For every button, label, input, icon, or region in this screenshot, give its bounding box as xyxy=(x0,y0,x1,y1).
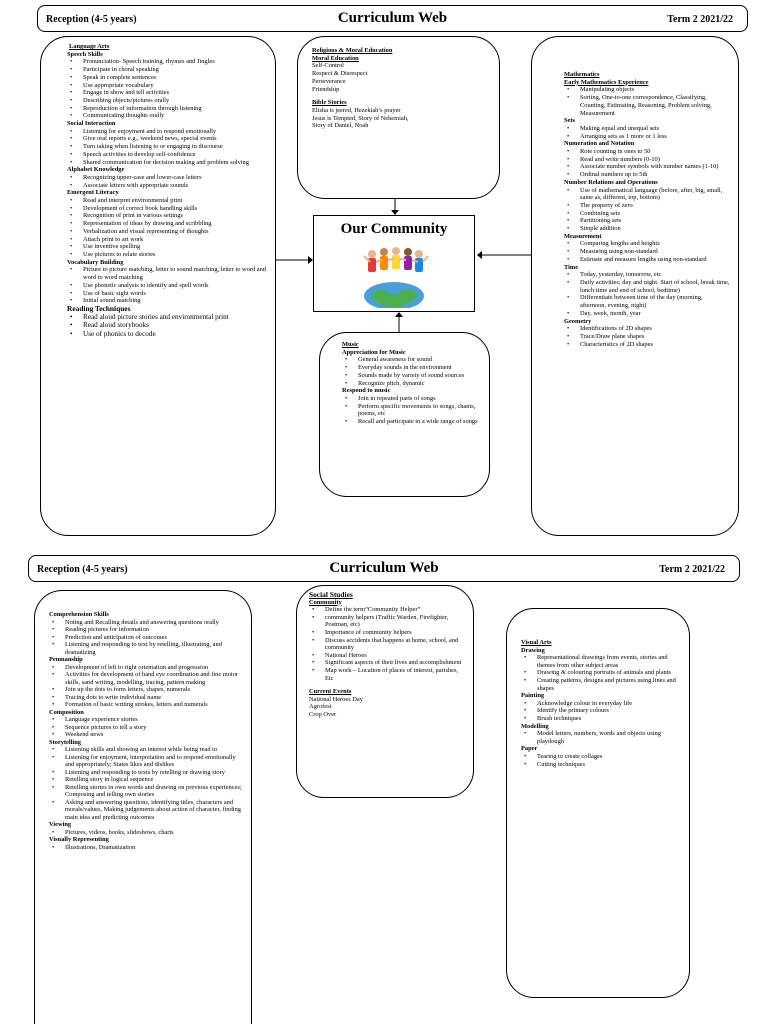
mathematics-box xyxy=(531,36,739,536)
emergent-literacy-list xyxy=(67,197,267,259)
social-interaction-list xyxy=(67,128,267,167)
sets-heading: Sets xyxy=(564,117,576,125)
list-item: • Listening for enjoyment and to respond emotionally xyxy=(83,128,267,136)
list-item: • Associate letters with appropriate sounds xyxy=(83,182,267,190)
viewing-list xyxy=(49,829,245,837)
list-item: • Representational drawings from events, stories and themes from other subject areas xyxy=(537,654,681,669)
list-item: • Comparing lengths and heights xyxy=(580,240,730,248)
list-item: • Discuss accidents that happens at home, school, and community xyxy=(325,637,467,652)
music-appreciation-list xyxy=(342,356,481,387)
geometry-list xyxy=(564,325,730,348)
paper-list xyxy=(521,753,681,768)
list-item: • Use appropriate vocabulary xyxy=(83,82,267,90)
list-item: • Combining sets xyxy=(580,210,730,218)
list-item: • Listening and responding to text by retelling, illustrating, and dramatizing xyxy=(65,641,245,656)
list-item: • Measuring using non-standard xyxy=(580,248,730,256)
list-item: • Retelling stories in own words and drawing on previous experiences; Composing and telling own stories xyxy=(65,784,245,799)
numeration-list xyxy=(564,148,730,179)
list-item: • Read and interpret environmental print xyxy=(83,197,267,205)
list-item: • Model letters, numbers, words and objects using playdough xyxy=(537,730,681,745)
vocabulary-building-list xyxy=(67,266,267,305)
header-title: Curriculum Web xyxy=(337,10,448,26)
list-item: • Read aloud picture stories and environmental print xyxy=(83,313,267,322)
list-item: • Activities for development of hand eye coordination and fine motor skills, sand writing, modelling, tracing, pattern making xyxy=(65,671,245,686)
list-item: • Acknowledge colour in everyday life xyxy=(537,700,681,708)
moral-item: Perseverance xyxy=(312,77,346,85)
alphabet-knowledge-list xyxy=(67,174,267,189)
list-item: • Communicating thoughts orally xyxy=(83,112,267,120)
current-event-item: Agrofest xyxy=(309,703,332,711)
social-interaction-heading: Social Interaction xyxy=(67,120,116,128)
list-item: • Listening and responding to texts by retelling or drawing story xyxy=(65,769,245,777)
list-item: • Turn taking when listening to or engaging in discourse xyxy=(83,143,267,151)
list-item: • Verbalization and visual representing of thoughts xyxy=(83,228,267,236)
list-item: • Arranging sets as 1 more or 1 less xyxy=(580,133,730,141)
social-studies-box xyxy=(296,585,474,798)
list-item: • Use pictures to relate stories xyxy=(83,251,267,259)
header-title: Curriculum Web xyxy=(329,560,439,576)
visually-representing-list xyxy=(49,844,245,852)
list-item: • Define the term“Community Helper” xyxy=(325,606,467,614)
penmanship-list xyxy=(49,664,245,709)
list-item: • Engage in show and tell activities xyxy=(83,89,267,97)
list-item: • General awareness for sound xyxy=(358,356,481,364)
painting-heading: Painting xyxy=(521,692,545,700)
current-event-item: National Heroes Day xyxy=(309,695,363,703)
drawing-heading: Drawing xyxy=(521,646,545,654)
list-item: • Rote counting in ones to 50 xyxy=(580,148,730,156)
list-item: • Reading pictures for information xyxy=(65,626,245,634)
children-icon xyxy=(364,247,428,272)
time-heading: Time xyxy=(564,263,579,271)
list-item: • Shared communication for decision making and problem solving xyxy=(83,159,267,167)
list-item: • Development of correct book handling skills xyxy=(83,205,267,213)
list-item: • Join in repeated parts of songs xyxy=(358,395,481,403)
reading-techniques-heading: Reading Techniques xyxy=(67,303,131,313)
list-item: • Perform specific movements to songs, chants, poems, etc xyxy=(358,403,481,418)
paper-heading: Paper xyxy=(521,745,538,753)
arrow-down-to-center xyxy=(390,198,400,216)
list-item: • Day, week, month, year xyxy=(580,310,730,318)
bible-item: Elisha is jeered, Hezekiah’s prayer xyxy=(312,106,401,114)
drawing-list xyxy=(521,654,681,692)
list-item: • Associate number symbols with number names (1-10) xyxy=(580,163,730,171)
arrow-left-to-language xyxy=(275,255,315,265)
storytelling-heading: Storytelling xyxy=(49,738,81,746)
center-theme-box xyxy=(313,215,475,312)
header-grade-label: Reception (4-5 years) xyxy=(46,14,137,25)
list-item: • Daily activities; day and night. Start of school, break time, lunch time and end of school, bedtime) xyxy=(580,279,730,294)
religious-education-title: Religious & Moral Education xyxy=(312,47,393,54)
moral-item: Respect & Disrespect xyxy=(312,70,368,78)
list-item: • Significant aspects of their lives and accomplishment xyxy=(325,659,467,667)
list-item: • Importance of community helpers xyxy=(325,629,467,637)
speech-skills-heading: Speech Skills xyxy=(67,50,103,58)
list-item: • Use of mathematical language (before, after, big, small, same as, different, top, bottom) xyxy=(580,187,730,202)
painting-list xyxy=(521,700,681,723)
storytelling-list xyxy=(49,746,245,821)
music-box xyxy=(319,332,490,497)
list-item: • Use phonetic analysis to identify and spell words xyxy=(83,282,267,290)
list-item: • Language experience stories xyxy=(65,716,245,724)
list-item: • Reproduction of information through listening xyxy=(83,105,267,113)
viewing-heading: Viewing xyxy=(49,821,72,828)
list-item: • Formation of basic writing strokes, letters and numerals xyxy=(65,701,245,709)
list-item: • Tearing to create collages xyxy=(537,753,681,761)
list-item: • Pronunciation- Speech training, rhymes and Jingles xyxy=(83,58,267,66)
list-item: • Partitioning sets xyxy=(580,217,730,225)
early-math-list xyxy=(564,86,730,117)
social-studies-title: Social Studies xyxy=(309,590,353,599)
comprehension-heading: Comprehension Skills xyxy=(49,611,109,618)
list-item: • Picture to picture matching, letter to sound matching, letter to word and word to word matching xyxy=(83,266,267,281)
list-item: • The property of zero xyxy=(580,202,730,210)
religious-education-box xyxy=(297,36,500,199)
list-item: • Retelling story in logical sequence xyxy=(65,776,245,784)
list-item: • Prediction and anticipation of outcomes xyxy=(65,634,245,642)
list-item: • Representation of ideas by drawing and scribbling xyxy=(83,220,267,228)
list-item: • Attach print to art work xyxy=(83,236,267,244)
list-item: • community helpers (Traffic Warden, Firefighter, Postman, etc) xyxy=(325,614,467,629)
composition-heading: Composition xyxy=(49,708,84,716)
header-grade-label: Reception (4-5 years) xyxy=(37,564,128,575)
comprehension-list xyxy=(49,619,245,657)
list-item: • Simple addition xyxy=(580,225,730,233)
list-item: • Describing objects/pictures orally xyxy=(83,97,267,105)
visual-arts-title: Visual Arts xyxy=(521,639,552,646)
measurement-heading: Measurement xyxy=(564,232,602,240)
music-respond-list xyxy=(342,395,481,426)
list-item: • Participate in choral speaking xyxy=(83,66,267,74)
list-item: • Illustrations, Dramatization xyxy=(65,844,245,852)
list-item: • National Heroes xyxy=(325,652,467,660)
language-arts-box xyxy=(40,36,276,536)
list-item: • Use of basic sight words xyxy=(83,290,267,298)
alphabet-knowledge-heading: Alphabet Knowledge xyxy=(67,166,125,174)
list-item: • Estimate and measure lengths using non-standard xyxy=(580,256,730,264)
list-item: • Speech activities to develop self-confidence xyxy=(83,151,267,159)
visually-representing-heading: Visually Representing xyxy=(49,836,109,843)
community-list xyxy=(309,606,467,682)
emergent-literacy-heading: Emergent Literacy xyxy=(67,189,119,197)
list-item: • Sorting, One-to-one correspondence, Classifying, Counting, Estimating, Reasoning, Problem solving, Measurement xyxy=(580,94,730,117)
list-item: • Brush techniques xyxy=(537,715,681,723)
music-title: Music xyxy=(342,341,359,348)
list-item: • Asking and answering questions, identifying titles, characters and morals/values, Making judgements about action of character, finding main idea and predicting outcomes xyxy=(65,799,245,822)
list-item: • Creating patterns, designs and pictures using lines and shapes xyxy=(537,677,681,692)
community-heading: Community xyxy=(309,598,342,606)
music-appreciation-heading: Appreciation for Music xyxy=(342,348,406,356)
list-item: • Tracing dots to write individual name xyxy=(65,694,245,702)
list-item: • Drawing & colouring portraits of animals and plants xyxy=(537,669,681,677)
penmanship-heading: Penmanship xyxy=(49,656,83,663)
list-item: • Listening for enjoyment, interpretation and to respond emotionally and appropriately; States likes and dislikes xyxy=(65,754,245,769)
list-item: • Initial sound matching xyxy=(83,297,267,305)
page2-header xyxy=(28,555,740,582)
modelling-list xyxy=(521,730,681,745)
numeration-heading: Numeration and Notation xyxy=(564,140,635,148)
list-item: • Identifications of 2D shapes xyxy=(580,325,730,333)
list-item: • Read aloud storybooks xyxy=(83,321,267,330)
list-item: • Recognize pitch, dynamic xyxy=(358,380,481,388)
list-item: • Join up the dots to form letters, shapes, numerals xyxy=(65,686,245,694)
language-continued-box xyxy=(34,590,252,1024)
bible-item: Jesus is Tempted, Story of Nehemiah, xyxy=(312,114,409,122)
early-math-heading: Early Mathematics Experience xyxy=(564,78,649,86)
visual-arts-box xyxy=(506,608,690,998)
list-item: • Map work – Location of places of interest, parishes, Etc xyxy=(325,667,467,682)
modelling-heading: Modelling xyxy=(521,722,549,730)
list-item: • Use inventive spelling xyxy=(83,243,267,251)
list-item: • Today, yesterday, tomorrow, etc xyxy=(580,271,730,279)
number-relations-list xyxy=(564,187,730,233)
measurement-list xyxy=(564,240,730,263)
list-item: • Weekend news xyxy=(65,731,245,739)
list-item: • Everyday sounds in the environment xyxy=(358,364,481,372)
list-item: • Trace/Draw plane shapes xyxy=(580,333,730,341)
list-item: • Sounds made by variety of sound sources xyxy=(358,372,481,380)
sets-list xyxy=(564,125,730,140)
center-theme-title: Our Community xyxy=(340,221,448,237)
list-item: • Manipulating objects xyxy=(580,86,730,94)
list-item: • Making equal and unequal sets xyxy=(580,125,730,133)
mathematics-title: Mathematics xyxy=(564,71,600,78)
moral-item: Friendship xyxy=(312,85,340,93)
list-item: • Differentiate between time of the day (morning, afternoon, evening, night) xyxy=(580,294,730,309)
earth-globe-icon xyxy=(354,246,434,308)
current-event-item: Crop Over xyxy=(309,710,337,718)
number-relations-heading: Number Relations and Operations xyxy=(564,178,658,186)
page1-header xyxy=(37,5,748,32)
moral-education-heading: Moral Education xyxy=(312,54,359,62)
arrow-right-to-math xyxy=(475,250,533,260)
vocabulary-building-heading: Vocabulary Building xyxy=(67,258,124,266)
bible-item: Story of Daniel, Noah xyxy=(312,122,369,130)
time-list xyxy=(564,271,730,317)
language-arts-title: Language Arts xyxy=(69,43,110,50)
geometry-heading: Geometry xyxy=(564,317,592,325)
list-item: • Sequence pictures to tell a story xyxy=(65,724,245,732)
composition-list xyxy=(49,716,245,739)
list-item: • Listening skills and showing an interest while being read to xyxy=(65,746,245,754)
list-item: • Recognition of print in various settings xyxy=(83,212,267,220)
list-item: • Use of phonics to decode xyxy=(83,330,267,339)
list-item: • Recognizing upper-case and lower-case letters xyxy=(83,174,267,182)
music-respond-heading: Respond to music xyxy=(342,387,391,395)
header-term-label: Term 2 2021/22 xyxy=(667,14,733,25)
list-item: • Development of left to right orientation and progression xyxy=(65,664,245,672)
speech-skills-list xyxy=(67,58,267,120)
moral-item: Self-Control xyxy=(312,62,344,70)
list-item: • Recall and participate in a wide range of songs xyxy=(358,418,481,426)
list-item: • Read and write numbers (0-10) xyxy=(580,156,730,164)
list-item: • Ordinal numbers up to 5th xyxy=(580,171,730,179)
list-item: • Speak in complete sentences xyxy=(83,74,267,82)
list-item: • Cutting techniques xyxy=(537,761,681,769)
list-item: • Noting and Recalling details and answering questions orally xyxy=(65,619,245,627)
list-item: • Give oral reports e.g., weekend news, special events xyxy=(83,135,267,143)
current-events-heading: Current Events xyxy=(309,688,352,696)
arrow-up-to-music xyxy=(394,311,404,333)
header-term-label: Term 2 2021/22 xyxy=(659,564,725,575)
list-item: • Identify the primary colours xyxy=(537,707,681,715)
reading-techniques-list xyxy=(67,313,267,339)
list-item: • Pictures, videos, books, slideshows, charts xyxy=(65,829,245,837)
list-item: • Characteristics of 2D shapes xyxy=(580,341,730,349)
bible-stories-heading: Bible Stories xyxy=(312,99,347,107)
